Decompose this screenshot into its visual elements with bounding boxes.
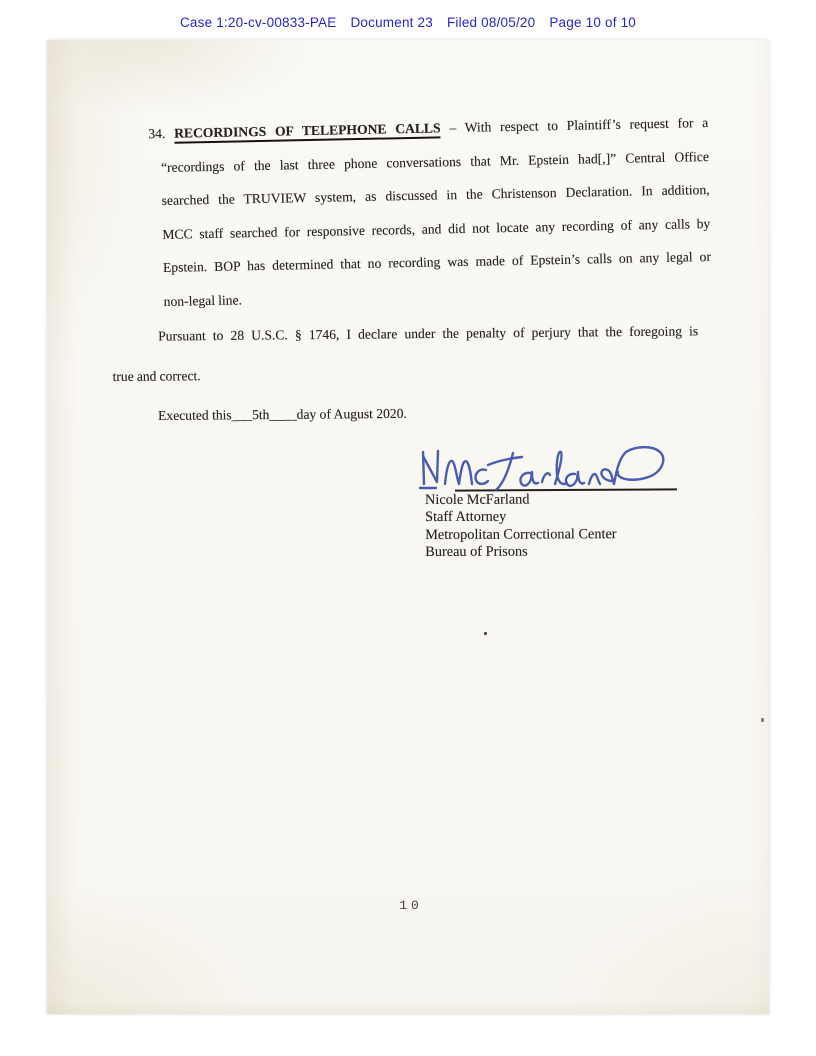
signer-agency: Bureau of Prisons [425,543,528,561]
paragraph-34 [148,106,712,318]
scan-speck [761,718,764,722]
stamp-document-number: Document 23 [350,15,433,30]
page-number: 10 [399,898,423,913]
perjury-declaration [112,311,699,396]
signer-title: Staff Attorney [425,509,507,526]
signer-organization: Metropolitan Correctional Center [425,525,617,543]
stamp-filed-date: Filed 08/05/20 [446,15,536,30]
paragraph-number: 34. [148,125,166,142]
paragraph-34-line-3: searched the TRUVIEW system, as discussed in the Christenson Declaration. In addition, [161,181,710,208]
signer-name: Nicole McFarland [425,491,530,508]
paragraph-34-line-6: non-legal line. [163,291,243,309]
stamp-page-count: Page 10 of 10 [549,15,637,30]
scanned-document-sheet [47,40,769,1014]
paragraph-34-line-2: “recordings of the last three phone conversations that Mr. Epstein had[,]” Central Office [160,148,710,175]
paragraph-heading: RECORDINGS OF TELEPHONE CALLS [174,120,441,143]
stamp-case-number: Case 1:20-cv-00833-PAE [179,15,337,30]
scan-speck [484,632,487,635]
declaration-line-2: true and correct. [112,367,201,384]
execution-date-line: Executed this___5th____day of August 2020. [158,405,407,423]
ecf-header-stamp [0,15,816,30]
paragraph-34-line-5: Epstein. BOP has determined that no recording was made of Epstein’s calls on any legal or [162,248,712,275]
paragraph-34-line-4: MCC staff searched for responsive records, and did not locate any recording of any calls by [162,215,711,242]
paragraph-line-1-text: – With respect to Plaintiff’s request for a [449,114,709,136]
signature-block [425,491,617,561]
declaration-line-1: Pursuant to 28 U.S.C. § 1746, I declare under the penalty of perjury that the foregoing is [158,323,699,344]
